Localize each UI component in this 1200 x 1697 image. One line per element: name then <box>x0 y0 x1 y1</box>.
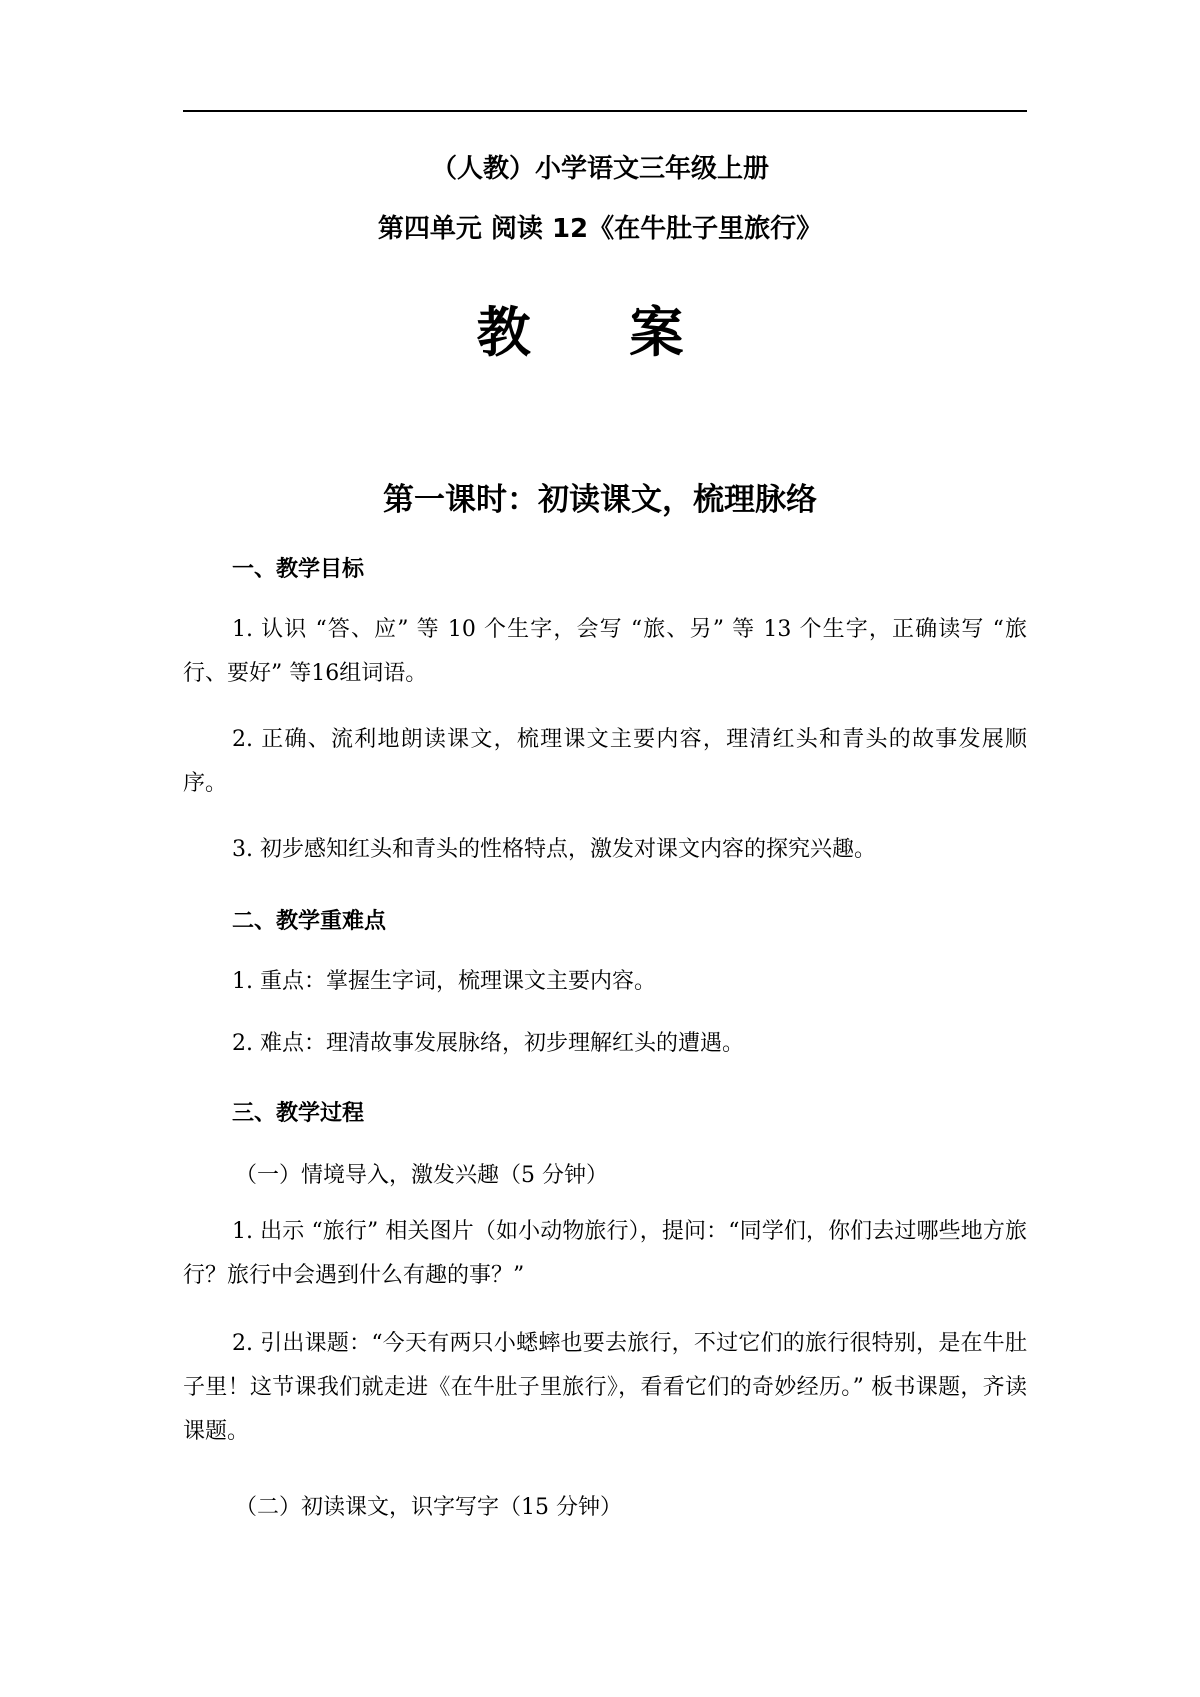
objective-item: 1. 认识 “答、应” 等 10 个生字，会写 “旅、另” 等 13 个生字，正确读写 “旅行、要好” 等16组词语。 <box>183 617 1027 686</box>
process-item: 2. 引出课题：“今天有两只小蟋蟀也要去旅行，不过它们的旅行很特别，是在牛肚子里！这节课我们就走进《在牛肚子里旅行》，看看它们的奇妙经历。” 板书课题，齐读课题。 <box>183 1331 1027 1444</box>
course-title: （人教）小学语文三年级上册 <box>430 154 769 184</box>
process-step-heading: （一）情境导入，激发兴趣（5 分钟） <box>235 1163 608 1188</box>
key-point-item: 2. 难点：理清故事发展脉络，初步理解红头的遭遇。 <box>232 1031 744 1056</box>
document-type-title: 教 案 <box>476 301 724 364</box>
process-item: 1. 出示 “旅行” 相关图片（如小动物旅行），提问：“同学们，你们去过哪些地方旅行？旅行中会遇到什么有趣的事？” <box>183 1219 1027 1288</box>
objective-item: 3. 初步感知红头和青头的性格特点，激发对课文内容的探究兴趣。 <box>232 837 876 862</box>
objective-item: 2. 正确、流利地朗读课文，梳理课文主要内容，理清红头和青头的故事发展顺序。 <box>183 727 1027 796</box>
lesson-title: 第一课时：初读课文，梳理脉络 <box>383 482 817 518</box>
section-heading-key-points: 二、教学重难点 <box>232 909 387 934</box>
section-heading-objectives: 一、教学目标 <box>232 557 365 582</box>
unit-title: 第四单元 阅读 12《在牛肚子里旅行》 <box>377 214 823 244</box>
key-point-item: 1. 重点：掌握生字词，梳理课文主要内容。 <box>232 969 656 994</box>
process-step-heading: （二）初读课文，识字写字（15 分钟） <box>235 1495 622 1520</box>
header-rule <box>183 110 1027 112</box>
section-heading-process: 三、教学过程 <box>232 1101 365 1126</box>
